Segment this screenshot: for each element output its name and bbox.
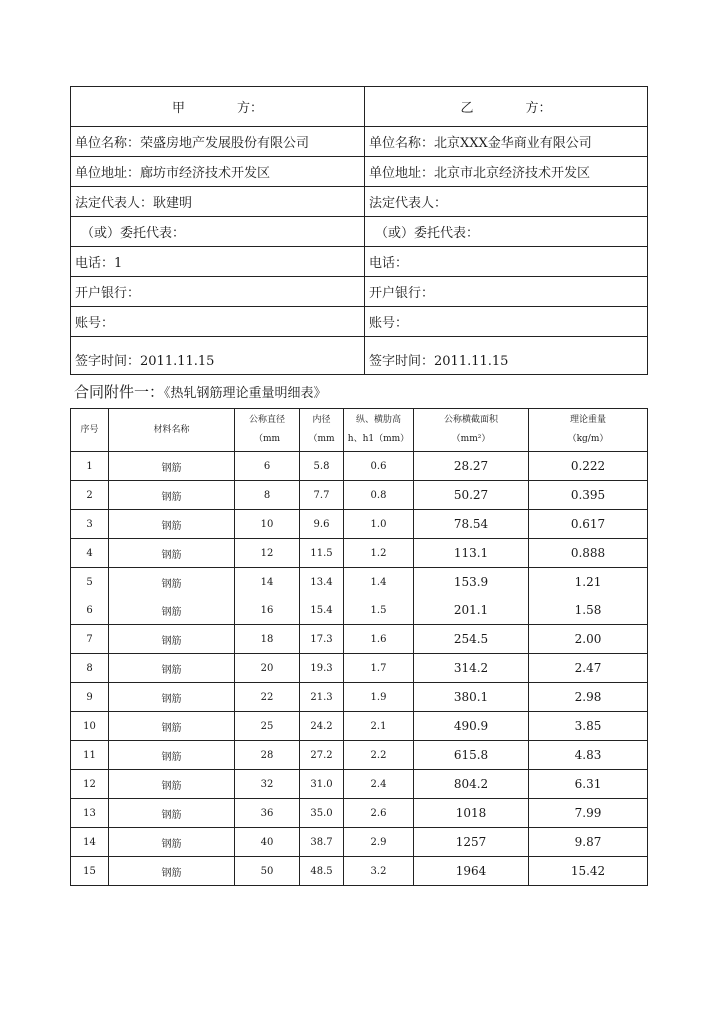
steel-table-body bbox=[71, 452, 648, 886]
row-diameter-cell: 50 bbox=[235, 857, 300, 886]
party-b-sign-time: 签字时间：2011.11.15 bbox=[365, 337, 648, 375]
row-weight-cell: 0.888 bbox=[529, 539, 648, 568]
table-row bbox=[71, 799, 648, 828]
party-b-agent: （或）委托代表： bbox=[365, 217, 648, 247]
row-rib-cell: 0.8 bbox=[344, 481, 414, 510]
steel-weight-table bbox=[70, 408, 648, 886]
row-material-cell: 钢筋 bbox=[109, 741, 235, 770]
row-area-cell: 201.1 bbox=[414, 596, 529, 625]
row-no-cell: 8 bbox=[71, 654, 109, 683]
address-row bbox=[71, 157, 648, 187]
row-material-cell: 钢筋 bbox=[109, 712, 235, 741]
col-header-area-line2: （mm²） bbox=[451, 434, 491, 444]
party-b-bank: 开户银行： bbox=[365, 277, 648, 307]
row-inner-cell: 15.4 bbox=[300, 596, 344, 625]
party-b-address: 单位地址：北京市北京经济技术开发区 bbox=[365, 157, 648, 187]
row-inner-cell: 5.8 bbox=[300, 452, 344, 481]
row-diameter-cell: 18 bbox=[235, 625, 300, 654]
row-no-cell: 11 bbox=[71, 741, 109, 770]
row-weight-cell: 0.617 bbox=[529, 510, 648, 539]
appendix-caption bbox=[74, 381, 327, 402]
row-material-cell: 钢筋 bbox=[109, 539, 235, 568]
table-row bbox=[71, 857, 648, 886]
col-header-inner-line2: （mm bbox=[308, 434, 335, 444]
row-weight-cell: 1.21 bbox=[529, 568, 648, 597]
row-area-cell: 490.9 bbox=[414, 712, 529, 741]
col-header-weight bbox=[529, 409, 648, 452]
row-area-cell: 615.8 bbox=[414, 741, 529, 770]
row-no-cell: 10 bbox=[71, 712, 109, 741]
row-weight-cell: 6.31 bbox=[529, 770, 648, 799]
row-no-cell: 5 bbox=[71, 568, 109, 597]
row-inner-cell: 48.5 bbox=[300, 857, 344, 886]
row-rib-cell: 1.0 bbox=[344, 510, 414, 539]
col-header-area-line1: 公称横截面积 bbox=[443, 415, 498, 425]
row-diameter-cell: 28 bbox=[235, 741, 300, 770]
table-row bbox=[71, 625, 648, 654]
row-diameter-cell: 8 bbox=[235, 481, 300, 510]
row-rib-cell: 1.6 bbox=[344, 625, 414, 654]
row-weight-cell: 15.42 bbox=[529, 857, 648, 886]
row-weight-cell: 7.99 bbox=[529, 799, 648, 828]
row-no-cell: 9 bbox=[71, 683, 109, 712]
row-area-cell: 254.5 bbox=[414, 625, 529, 654]
row-inner-cell: 35.0 bbox=[300, 799, 344, 828]
row-material-cell: 钢筋 bbox=[109, 596, 235, 625]
row-diameter-cell: 25 bbox=[235, 712, 300, 741]
table-row bbox=[71, 741, 648, 770]
row-weight-cell: 9.87 bbox=[529, 828, 648, 857]
row-area-cell: 1018 bbox=[414, 799, 529, 828]
row-inner-cell: 19.3 bbox=[300, 654, 344, 683]
row-diameter-cell: 36 bbox=[235, 799, 300, 828]
row-inner-cell: 31.0 bbox=[300, 770, 344, 799]
party-a-legal-rep: 法定代表人：耿建明 bbox=[71, 187, 365, 217]
row-no-cell: 3 bbox=[71, 510, 109, 539]
row-no-cell: 15 bbox=[71, 857, 109, 886]
row-no-cell: 1 bbox=[71, 452, 109, 481]
row-material-cell: 钢筋 bbox=[109, 654, 235, 683]
table-row bbox=[71, 712, 648, 741]
row-weight-cell: 0.395 bbox=[529, 481, 648, 510]
row-area-cell: 314.2 bbox=[414, 654, 529, 683]
row-material-cell: 钢筋 bbox=[109, 828, 235, 857]
table-row bbox=[71, 596, 648, 625]
row-weight-cell: 1.58 bbox=[529, 596, 648, 625]
party-a-header: 甲 方： bbox=[71, 87, 365, 127]
table-row bbox=[71, 654, 648, 683]
appendix-label: 合同附件一： bbox=[74, 383, 165, 401]
row-diameter-cell: 14 bbox=[235, 568, 300, 597]
row-diameter-cell: 40 bbox=[235, 828, 300, 857]
table-row bbox=[71, 481, 648, 510]
col-header-material-text: 材料名称 bbox=[153, 424, 190, 435]
row-inner-cell: 21.3 bbox=[300, 683, 344, 712]
party-a-company: 单位名称：荣盛房地产发展股份有限公司 bbox=[71, 127, 365, 157]
col-header-inner-line1: 内径 bbox=[312, 415, 331, 425]
row-rib-cell: 1.9 bbox=[344, 683, 414, 712]
party-b-header: 乙 方： bbox=[365, 87, 648, 127]
row-area-cell: 153.9 bbox=[414, 568, 529, 597]
col-header-rib-line2: h、h1（mm） bbox=[347, 434, 410, 444]
row-area-cell: 28.27 bbox=[414, 452, 529, 481]
row-inner-cell: 17.3 bbox=[300, 625, 344, 654]
row-no-cell: 14 bbox=[71, 828, 109, 857]
row-diameter-cell: 22 bbox=[235, 683, 300, 712]
row-weight-cell: 4.83 bbox=[529, 741, 648, 770]
bank-row bbox=[71, 277, 648, 307]
col-header-diameter-line2: （mm bbox=[253, 434, 281, 444]
row-no-cell: 2 bbox=[71, 481, 109, 510]
row-material-cell: 钢筋 bbox=[109, 799, 235, 828]
row-inner-cell: 7.7 bbox=[300, 481, 344, 510]
company-row bbox=[71, 127, 648, 157]
row-area-cell: 50.27 bbox=[414, 481, 529, 510]
table-row bbox=[71, 828, 648, 857]
col-header-diameter bbox=[235, 409, 300, 452]
party-a-agent: （或）委托代表： bbox=[71, 217, 365, 247]
table-row bbox=[71, 452, 648, 481]
party-a-phone: 电话：1 bbox=[71, 247, 365, 277]
table-row bbox=[71, 510, 648, 539]
table-row bbox=[71, 770, 648, 799]
appendix-title: 《热轧钢筋理论重量明细表》 bbox=[164, 386, 327, 401]
row-diameter-cell: 6 bbox=[235, 452, 300, 481]
row-rib-cell: 2.4 bbox=[344, 770, 414, 799]
row-diameter-cell: 10 bbox=[235, 510, 300, 539]
party-a-address: 单位地址：廊坊市经济技术开发区 bbox=[71, 157, 365, 187]
row-no-cell: 7 bbox=[71, 625, 109, 654]
row-rib-cell: 2.9 bbox=[344, 828, 414, 857]
row-rib-cell: 2.1 bbox=[344, 712, 414, 741]
row-diameter-cell: 16 bbox=[235, 596, 300, 625]
col-header-rib-line1: 纵、横肋高 bbox=[355, 415, 401, 425]
row-weight-cell: 3.85 bbox=[529, 712, 648, 741]
party-a-account: 账号： bbox=[71, 307, 365, 337]
row-weight-cell: 2.47 bbox=[529, 654, 648, 683]
parties-table bbox=[70, 86, 648, 375]
row-rib-cell: 3.2 bbox=[344, 857, 414, 886]
col-header-area bbox=[414, 409, 529, 452]
party-a-sign-time: 签字时间：2011.11.15 bbox=[71, 337, 365, 375]
row-no-cell: 6 bbox=[71, 596, 109, 625]
row-material-cell: 钢筋 bbox=[109, 857, 235, 886]
row-diameter-cell: 20 bbox=[235, 654, 300, 683]
row-rib-cell: 1.2 bbox=[344, 539, 414, 568]
row-material-cell: 钢筋 bbox=[109, 568, 235, 597]
row-material-cell: 钢筋 bbox=[109, 510, 235, 539]
row-rib-cell: 1.7 bbox=[344, 654, 414, 683]
legal-rep-row bbox=[71, 187, 648, 217]
col-header-material bbox=[109, 409, 235, 452]
row-area-cell: 380.1 bbox=[414, 683, 529, 712]
row-no-cell: 12 bbox=[71, 770, 109, 799]
row-rib-cell: 1.5 bbox=[344, 596, 414, 625]
table-row bbox=[71, 539, 648, 568]
account-row bbox=[71, 307, 648, 337]
row-area-cell: 113.1 bbox=[414, 539, 529, 568]
row-material-cell: 钢筋 bbox=[109, 625, 235, 654]
row-diameter-cell: 12 bbox=[235, 539, 300, 568]
party-b-account: 账号： bbox=[365, 307, 648, 337]
row-inner-cell: 11.5 bbox=[300, 539, 344, 568]
row-rib-cell: 1.4 bbox=[344, 568, 414, 597]
row-no-cell: 4 bbox=[71, 539, 109, 568]
row-material-cell: 钢筋 bbox=[109, 683, 235, 712]
steel-table-header-row bbox=[71, 409, 648, 452]
row-area-cell: 1257 bbox=[414, 828, 529, 857]
row-inner-cell: 13.4 bbox=[300, 568, 344, 597]
col-header-inner bbox=[300, 409, 344, 452]
row-rib-cell: 0.6 bbox=[344, 452, 414, 481]
row-area-cell: 1964 bbox=[414, 857, 529, 886]
row-area-cell: 78.54 bbox=[414, 510, 529, 539]
agent-row bbox=[71, 217, 648, 247]
row-material-cell: 钢筋 bbox=[109, 452, 235, 481]
row-rib-cell: 2.6 bbox=[344, 799, 414, 828]
row-material-cell: 钢筋 bbox=[109, 481, 235, 510]
row-area-cell: 804.2 bbox=[414, 770, 529, 799]
party-b-legal-rep: 法定代表人： bbox=[365, 187, 648, 217]
row-no-cell: 13 bbox=[71, 799, 109, 828]
row-weight-cell: 2.00 bbox=[529, 625, 648, 654]
col-header-no-text: 序号 bbox=[80, 424, 99, 435]
table-row bbox=[71, 683, 648, 712]
row-inner-cell: 27.2 bbox=[300, 741, 344, 770]
col-header-diameter-line1: 公称直径 bbox=[248, 415, 285, 425]
party-a-bank: 开户银行： bbox=[71, 277, 365, 307]
row-inner-cell: 9.6 bbox=[300, 510, 344, 539]
row-inner-cell: 38.7 bbox=[300, 828, 344, 857]
row-rib-cell: 2.2 bbox=[344, 741, 414, 770]
row-weight-cell: 2.98 bbox=[529, 683, 648, 712]
sign-time-row bbox=[71, 337, 648, 375]
row-inner-cell: 24.2 bbox=[300, 712, 344, 741]
table-row bbox=[71, 568, 648, 597]
col-header-weight-line2: （kg/m） bbox=[567, 434, 609, 444]
row-material-cell: 钢筋 bbox=[109, 770, 235, 799]
phone-row bbox=[71, 247, 648, 277]
col-header-no bbox=[71, 409, 109, 452]
row-diameter-cell: 32 bbox=[235, 770, 300, 799]
party-b-phone: 电话： bbox=[365, 247, 648, 277]
party-b-company: 单位名称：北京XXX金华商业有限公司 bbox=[365, 127, 648, 157]
row-weight-cell: 0.222 bbox=[529, 452, 648, 481]
parties-header-row bbox=[71, 87, 648, 127]
col-header-rib bbox=[344, 409, 414, 452]
col-header-weight-line1: 理论重量 bbox=[569, 415, 606, 425]
